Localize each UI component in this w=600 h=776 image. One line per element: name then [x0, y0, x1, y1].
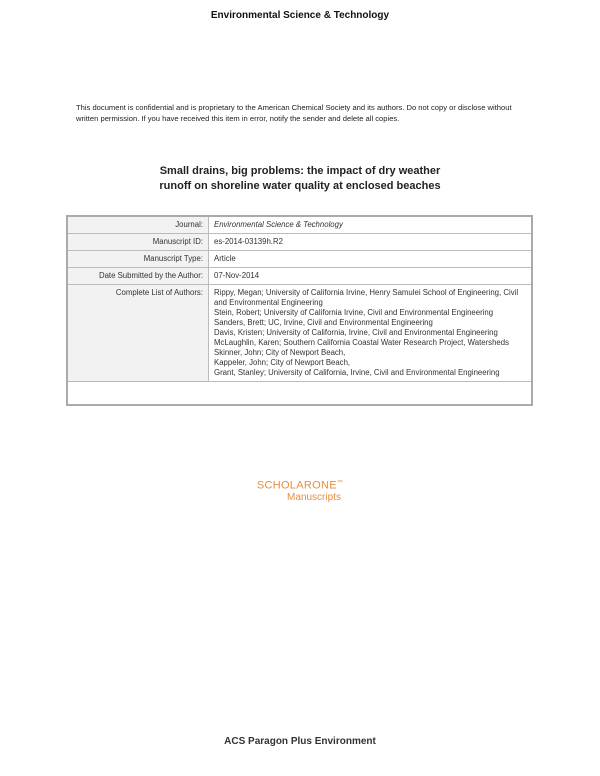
- manuscript-id-label: Manuscript ID:: [67, 234, 209, 251]
- author-entry: McLaughlin, Karen; Southern California Coastal Water Research Project, Watersheds: [214, 338, 509, 347]
- author-entry: Grant, Stanley; University of California, Irvine, Civil and Environmental Engineering: [214, 368, 500, 377]
- manuscript-id-value: es-2014-03139h.R2: [209, 234, 533, 251]
- scholarone-logo: [0, 477, 600, 504]
- authors-label: Complete List of Authors:: [67, 285, 209, 382]
- paper-title: [0, 164, 600, 194]
- journal-value: Environmental Science & Technology: [209, 216, 533, 234]
- confidentiality-notice: This document is confidential and is proprietary to the American Chemical Society and its authors. Do not copy or disclose without written permission. If you have received this item in error, notify the sender and delete all copies.: [76, 103, 512, 123]
- table-row: [67, 251, 532, 268]
- journal-header: Environmental Science & Technology: [210, 10, 390, 21]
- logo-subtitle: Manuscripts: [287, 491, 341, 503]
- logo-trademark: ™: [336, 480, 344, 486]
- manuscript-type-value: Article: [209, 251, 533, 268]
- author-entry: Stein, Robert; University of California Irvine, Civil and Environmental Engineering: [214, 308, 494, 317]
- date-submitted-label: Date Submitted by the Author:: [67, 268, 209, 285]
- date-submitted-value: 07-Nov-2014: [209, 268, 533, 285]
- empty-cell: [67, 382, 532, 406]
- manuscript-type-label: Manuscript Type:: [67, 251, 209, 268]
- table-row: [67, 285, 532, 382]
- paper-title-line-2: runoff on shoreline water quality at enclosed beaches: [159, 180, 441, 192]
- table-row-empty: [67, 382, 532, 406]
- table-row: [67, 268, 532, 285]
- author-entry: Kappeler, John; City of Newport Beach,: [214, 358, 351, 367]
- manuscript-info-table: [66, 215, 533, 406]
- table-row: [67, 216, 532, 234]
- logo-brand-text: SCHOLARONE: [256, 479, 337, 492]
- page-footer: ACS Paragon Plus Environment: [224, 736, 376, 747]
- table-row: [67, 234, 532, 251]
- logo-brand: [0, 477, 600, 492]
- journal-label: Journal:: [67, 216, 209, 234]
- authors-list: [209, 285, 533, 382]
- paper-title-line-1: Small drains, big problems: the impact of dry weather: [159, 165, 441, 177]
- author-entry: Skinner, John; City of Newport Beach,: [214, 348, 346, 357]
- author-entry: Rippy, Megan; University of California Irvine, Henry Samulei School of Engineering, Civil and Environmental Engineering: [214, 288, 519, 307]
- author-entry: Sanders, Brett; UC, Irvine, Civil and Environmental Engineering: [214, 318, 433, 327]
- author-entry: Davis, Kristen; University of California, Irvine, Civil and Environmental Engineering: [214, 328, 498, 337]
